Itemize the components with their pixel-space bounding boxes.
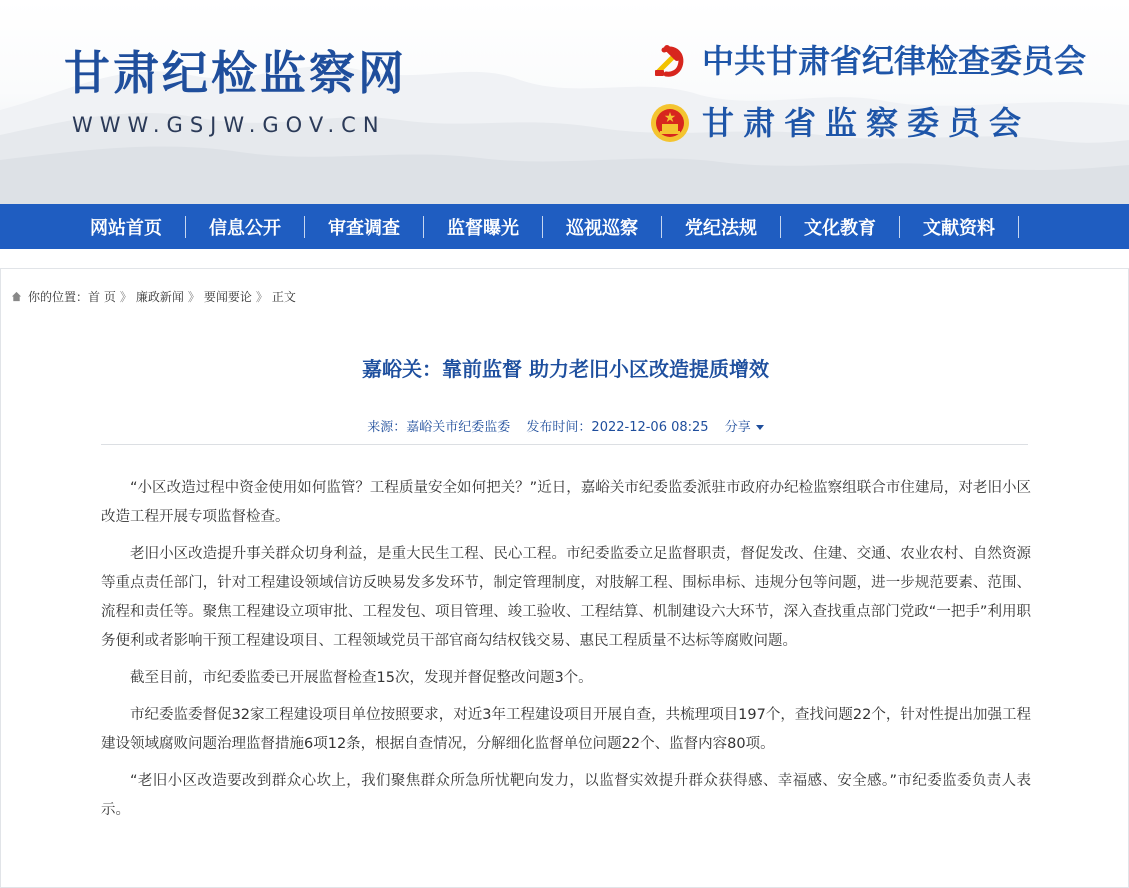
mountain-background-image: [0, 0, 1129, 204]
article-meta: [1, 416, 1129, 435]
breadcrumb: [11, 288, 296, 305]
org-party-commission: [650, 42, 1086, 80]
nav-item-exposure[interactable]: 监督曝光: [447, 217, 519, 239]
home-icon: [11, 291, 22, 302]
nav-separator: [1018, 216, 1019, 238]
org-party-commission-name: 中共甘肃省纪律检查委员会: [702, 42, 1087, 80]
site-header: [0, 0, 1129, 204]
title-divider: [101, 444, 1028, 445]
article-paragraph: 市纪委监委督促32家工程建设项目单位按照要求，对近3年工程建设项目开展自查，共梳理项目197个，查找问题22个，针对性提出加强工程建设领域腐败问题治理监督措施6项12条，根据自查情况，分解细化监督单位问题22个、监督内容80项。: [101, 707, 1031, 752]
nav-item-investigation[interactable]: 审查调查: [328, 217, 400, 239]
main-nav: [0, 204, 1129, 249]
nav-separator: [542, 216, 543, 238]
org-supervisory-commission: [650, 103, 1030, 143]
article-paragraph: “老旧小区改造要改到群众心坎上，我们聚焦群众所急所忧靶向发力，以监督实效提升群众获得感、幸福感、安全感。”市纪委监委负责人表示。: [101, 773, 1031, 818]
org-supervisory-commission-name: 甘肃省监察委员会: [702, 104, 1031, 142]
nav-item-documents[interactable]: 文献资料: [923, 217, 995, 239]
article-body: [101, 474, 1031, 833]
article-publish-time: 发布时间：2022-12-06 08:25: [526, 420, 709, 435]
party-emblem-icon: [650, 42, 688, 80]
site-title[interactable]: 甘肃纪检监察网: [64, 46, 407, 100]
nav-separator: [423, 216, 424, 238]
breadcrumb-news-link[interactable]: 廉政新闻: [135, 290, 184, 304]
nav-item-inspection[interactable]: 巡视巡察: [566, 217, 638, 239]
breadcrumb-prefix: 你的位置：: [28, 290, 89, 304]
breadcrumb-current: 正文: [271, 290, 296, 304]
nav-item-regulations[interactable]: 党纪法规: [685, 217, 757, 239]
article-paragraph: 老旧小区改造提升事关群众切身利益，是重大民生工程、民心工程。市纪委监委立足监督职责，督促发改、住建、交通、农业农村、自然资源等重点责任部门，针对工程建设领域信访反映易发多发环节，制定管理制度，对肢解工程、围标串标、违规分包等问题，进一步规范要素、范围、流程和责任等。聚焦工程建设立项审批、工程发包、项目管理、竣工验收、工程结算、机制建设六大环节，深入查找重点部门党政“一把手”利用职务便利或者影响干预工程建设项目、工程领域党员干部官商勾结权钱交易、惠民工程质量不达标等腐败问题。: [101, 546, 1031, 649]
nav-separator: [185, 216, 186, 238]
chevron-down-icon: [756, 425, 764, 430]
share-label: 分享: [724, 420, 751, 435]
article-container: [0, 268, 1129, 888]
breadcrumb-separator: 》: [119, 290, 132, 304]
share-button[interactable]: [725, 420, 764, 435]
article-paragraph: 截至目前，市纪委监委已开展监督检查15次，发现并督促整改问题3个。: [130, 670, 593, 686]
nav-item-home[interactable]: 网站首页: [90, 217, 162, 239]
article-title: 嘉峪关：靠前监督 助力老旧小区改造提质增效: [362, 357, 769, 381]
nav-separator: [899, 216, 900, 238]
breadcrumb-home-link[interactable]: 首 页: [88, 290, 116, 304]
breadcrumb-separator: 》: [187, 290, 200, 304]
breadcrumb-headlines-link[interactable]: 要闻要论: [203, 290, 252, 304]
national-emblem-icon: [650, 103, 690, 143]
nav-item-culture[interactable]: 文化教育: [804, 217, 876, 239]
article-paragraph: “小区改造过程中资金使用如何监管？工程质量安全如何把关？”近日，嘉峪关市纪委监委派驻市政府办纪检监察组联合市住建局，对老旧小区改造工程开展专项监督检查。: [101, 480, 1031, 525]
article-source: 来源：嘉峪关市纪委监委: [367, 420, 511, 435]
breadcrumb-separator: 》: [255, 290, 268, 304]
nav-separator: [304, 216, 305, 238]
nav-item-info-disclosure[interactable]: 信息公开: [209, 217, 281, 239]
nav-separator: [661, 216, 662, 238]
nav-separator: [780, 216, 781, 238]
site-url: WWW.GSJW.GOV.CN: [72, 113, 386, 137]
